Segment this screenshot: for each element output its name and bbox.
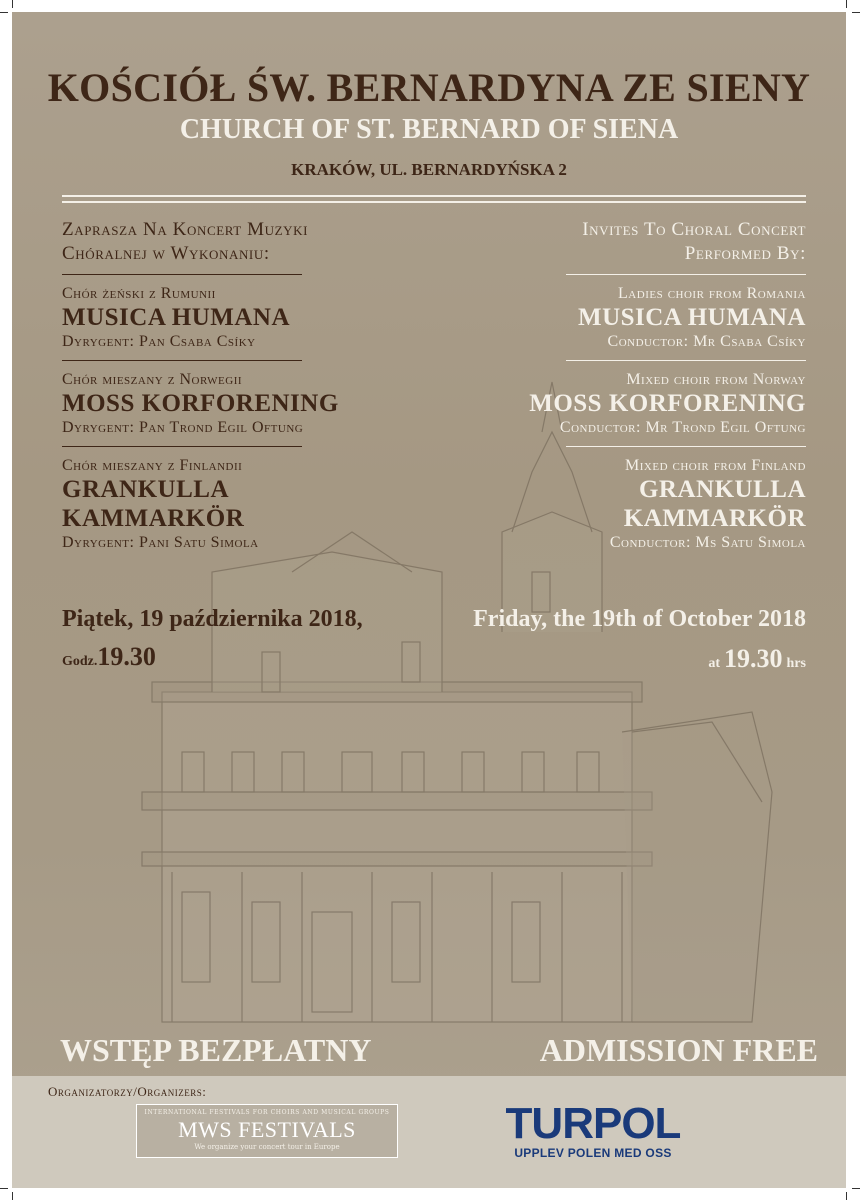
concert-date-polish: Piątek, 19 października 2018, (62, 606, 363, 632)
choir-name: MOSS KORFORENING (62, 390, 339, 417)
turpol-logo (488, 1099, 698, 1160)
crop-mark (0, 12, 8, 13)
admission-free-polish: WSTĘP BEZPŁATNY (60, 1032, 372, 1068)
divider (566, 274, 806, 275)
choir-conductor: Conductor: Mr Trond Egil Oftung (559, 419, 806, 436)
choir-origin: Chór mieszany z Norwegii (62, 371, 243, 388)
choir-name: MUSICA HUMANA (62, 304, 291, 331)
time-value: 19.30 (724, 644, 783, 673)
time-prefix: Godz. (62, 654, 98, 669)
crop-mark (0, 1188, 8, 1189)
turpol-slogan: UPPLEV POLEN MED OSS (514, 1146, 672, 1160)
mws-name: MWS FESTIVALS (178, 1117, 356, 1142)
choir-origin: Ladies choir from Romania (618, 285, 806, 302)
choir-name: GRANKULLA (638, 476, 806, 503)
choir-entry (426, 371, 806, 438)
choir-conductor: Conductor: Mr Csaba Csíky (607, 333, 806, 350)
mws-subline: We organize your concert tour in Europe (194, 1143, 340, 1151)
choir-conductor: Dyrygent: Pan Trond Egil Oftung (62, 419, 304, 436)
choir-origin: Chór żeński z Rumunii (62, 285, 216, 302)
intro-line-2: Performed By: (684, 243, 806, 264)
mws-tagline: INTERNATIONAL FESTIVALS FOR CHOIRS AND MUSICAL GROUPS (144, 1109, 390, 1116)
english-column (426, 218, 806, 553)
crop-mark (12, 1192, 13, 1200)
crop-mark (846, 0, 847, 8)
crop-mark (846, 1192, 847, 1200)
admission-free-english: ADMISSION FREE (539, 1032, 818, 1068)
choir-name: MUSICA HUMANA (577, 304, 806, 331)
choir-conductor: Conductor: Ms Satu Simola (609, 534, 806, 551)
turpol-name: TURPOL (505, 1099, 681, 1148)
concert-time-english (708, 644, 806, 674)
choir-entry (426, 457, 806, 553)
choir-entry (62, 285, 402, 352)
mws-festivals-logo (136, 1104, 398, 1158)
choir-name: GRANKULLA (62, 476, 230, 503)
choir-entry (62, 371, 402, 438)
concert-date-english: Friday, the 19th of October 2018 (473, 606, 806, 632)
header-divider (62, 195, 806, 197)
church-sketch-illustration (12, 12, 846, 1188)
choir-origin: Mixed choir from Finland (625, 457, 806, 474)
concert-time-polish (62, 642, 156, 672)
poster (12, 12, 846, 1188)
choir-entry (62, 457, 402, 553)
time-prefix: at (708, 656, 721, 671)
divider (62, 274, 302, 275)
polish-column (62, 218, 402, 553)
intro-line-1: Zaprasza Na Koncert Muzyki (62, 219, 309, 240)
crop-mark (852, 12, 860, 13)
choir-origin: Mixed choir from Norway (626, 371, 806, 388)
header-divider-secondary (62, 201, 806, 203)
church-address: KRAKÓW, UL. BERNARDYŃSKA 2 (291, 160, 567, 179)
organizers-label: Organizatorzy/Organizers: (48, 1084, 207, 1099)
choir-name-line-2: KAMMARKÖR (623, 505, 806, 532)
divider (62, 446, 302, 447)
crop-mark (12, 0, 13, 8)
choir-origin: Chór mieszany z Finlandii (62, 457, 243, 474)
choir-name: MOSS KORFORENING (529, 390, 806, 417)
divider (566, 360, 806, 361)
church-title-english: CHURCH OF ST. BERNARD OF SIENA (179, 114, 679, 145)
time-suffix: hrs (786, 656, 806, 671)
divider (62, 360, 302, 361)
choir-conductor: Dyrygent: Pan Csaba Csíky (62, 333, 256, 350)
choir-entry (426, 285, 806, 352)
intro-line-2: Chóralnej w Wykonaniu: (62, 243, 270, 264)
crop-mark (852, 1188, 860, 1189)
choir-name-line-2: KAMMARKÖR (62, 505, 245, 532)
time-value: 19.30 (97, 642, 156, 671)
divider (566, 446, 806, 447)
church-title-polish: KOŚCIÓŁ ŚW. BERNARDYNA ZE SIENY (47, 65, 811, 110)
intro-line-1: Invites To Choral Concert (582, 219, 806, 240)
choir-conductor: Dyrygent: Pani Satu Simola (62, 534, 259, 551)
